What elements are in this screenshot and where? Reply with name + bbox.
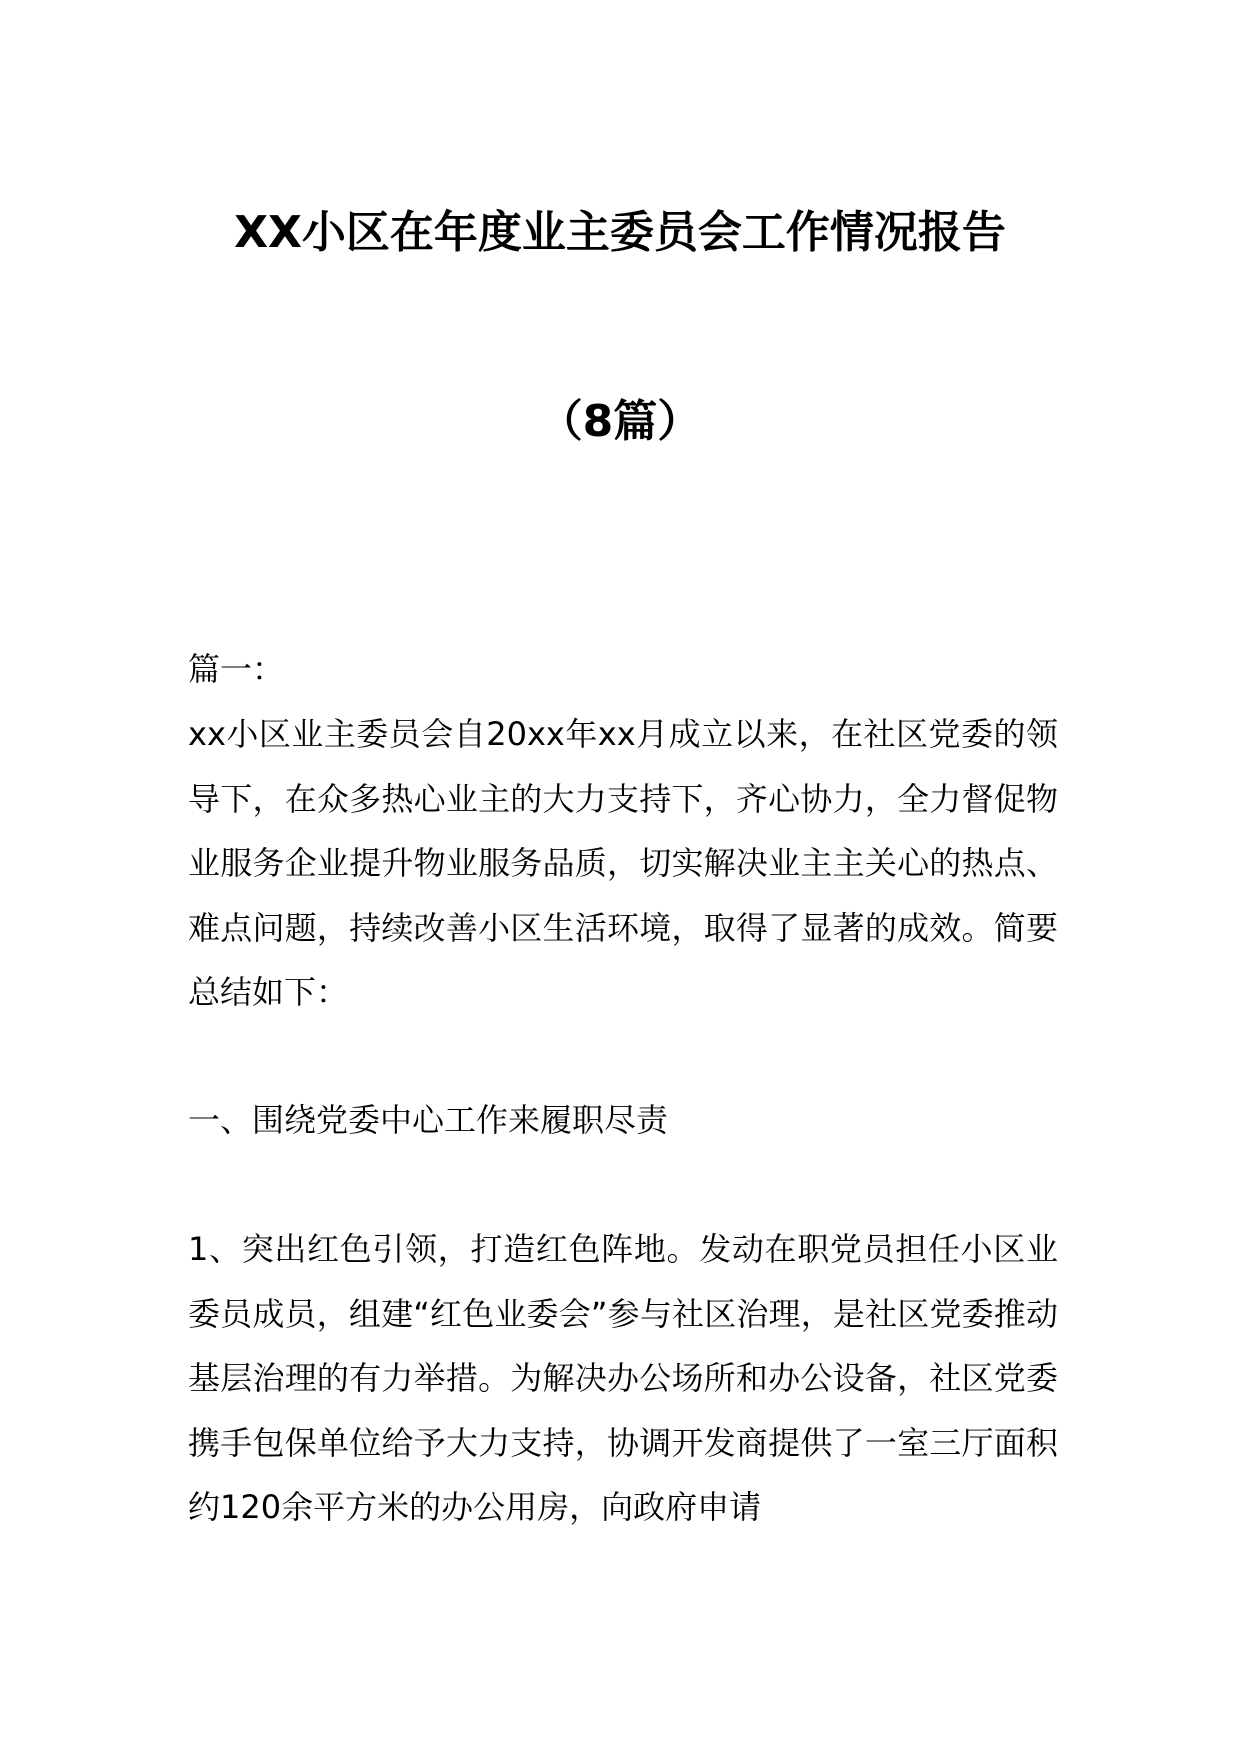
document-subtitle: （8篇） [538,396,702,447]
section-label: 篇一： [188,650,285,688]
intro-paragraph: xx小区业主委员会自20xx年xx月成立以来，在社区党委的领导下，在众多热心业主的大力支持下，齐心协力，全力督促物业服务企业提升物业服务品质，切实解决业主主关心的热点、难点问题，持续改善小区生活环境，取得了显著的成效。简要总结如下： [188,715,1058,1011]
section-heading: 一、围绕党委中心工作来履职尽责 [188,1101,669,1139]
body-paragraph: 1、突出红色引领，打造红色阵地。发动在职党员担任小区业委员成员，组建“红色业委会”参与社区治理，是社区党委推动基层治理的有力举措。为解决办公场所和办公设备，社区党委携手包保单位给予大力支持，协调开发商提供了一室三厅面积约120余平方米的办公用房，向政府申请 [188,1230,1058,1526]
document-title: XX小区在年度业主委员会工作情况报告 [234,207,1006,258]
